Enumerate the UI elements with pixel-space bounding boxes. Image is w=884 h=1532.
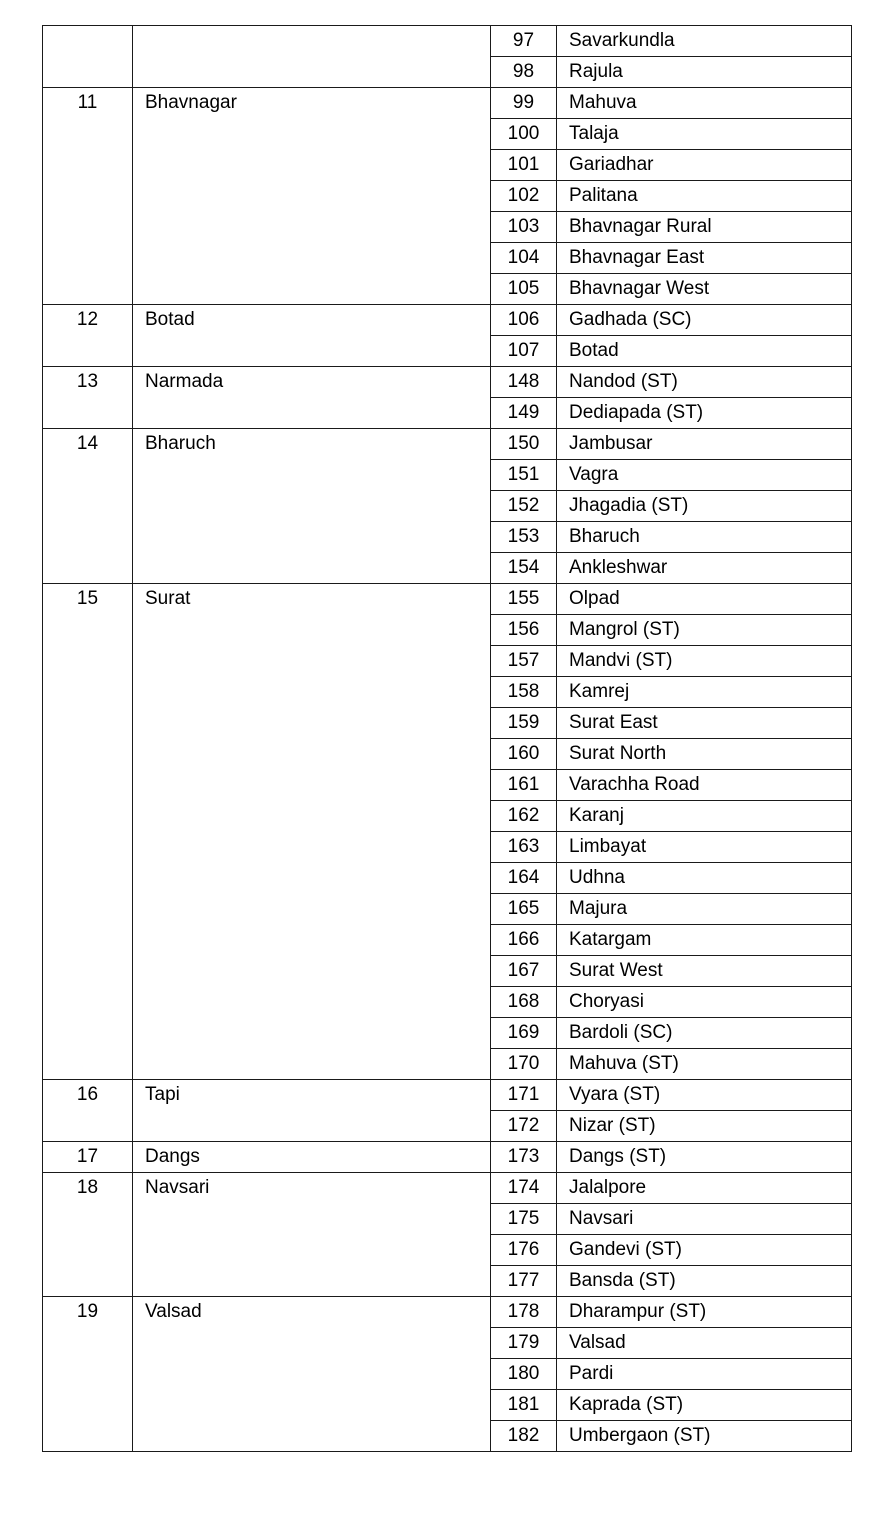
- constituency-name: Limbayat: [557, 832, 852, 863]
- constituency-name: Jhagadia (ST): [557, 491, 852, 522]
- district-name: Valsad: [133, 1297, 491, 1452]
- constituency-name: Palitana: [557, 181, 852, 212]
- constituency-name: Vyara (ST): [557, 1080, 852, 1111]
- constituency-number: 180: [491, 1359, 557, 1390]
- constituency-name: Botad: [557, 336, 852, 367]
- constituency-name: Bhavnagar Rural: [557, 212, 852, 243]
- constituency-number: 162: [491, 801, 557, 832]
- constituency-number: 158: [491, 677, 557, 708]
- constituency-name: Dharampur (ST): [557, 1297, 852, 1328]
- table-row: [43, 584, 852, 615]
- constituency-number: 97: [491, 26, 557, 57]
- constituency-name: Varachha Road: [557, 770, 852, 801]
- constituency-number: 98: [491, 57, 557, 88]
- constituency-name: Surat West: [557, 956, 852, 987]
- constituency-name: Dangs (ST): [557, 1142, 852, 1173]
- table-row: [43, 1173, 852, 1204]
- district-name: Bharuch: [133, 429, 491, 584]
- constituency-number: 107: [491, 336, 557, 367]
- constituency-number: 102: [491, 181, 557, 212]
- district-name: Tapi: [133, 1080, 491, 1142]
- constituency-name: Mahuva: [557, 88, 852, 119]
- constituency-number: 103: [491, 212, 557, 243]
- constituency-number: 153: [491, 522, 557, 553]
- constituency-name: Choryasi: [557, 987, 852, 1018]
- constituency-number: 100: [491, 119, 557, 150]
- constituency-name: Savarkundla: [557, 26, 852, 57]
- constituency-number: 169: [491, 1018, 557, 1049]
- table-body: [43, 26, 852, 1452]
- table-row: [43, 429, 852, 460]
- constituency-name: Udhna: [557, 863, 852, 894]
- constituency-name: Gariadhar: [557, 150, 852, 181]
- district-number: 15: [43, 584, 133, 1080]
- constituency-number: 101: [491, 150, 557, 181]
- constituency-name: Gadhada (SC): [557, 305, 852, 336]
- constituency-number: 172: [491, 1111, 557, 1142]
- constituency-number: 161: [491, 770, 557, 801]
- constituency-name: Mandvi (ST): [557, 646, 852, 677]
- constituency-number: 148: [491, 367, 557, 398]
- constituency-name: Bhavnagar West: [557, 274, 852, 305]
- constituency-number: 152: [491, 491, 557, 522]
- constituency-name: Rajula: [557, 57, 852, 88]
- constituency-number: 182: [491, 1421, 557, 1452]
- constituency-number: 149: [491, 398, 557, 429]
- constituency-number: 174: [491, 1173, 557, 1204]
- constituency-name: Bharuch: [557, 522, 852, 553]
- table-row: [43, 1080, 852, 1111]
- constituency-number: 176: [491, 1235, 557, 1266]
- table-row: [43, 88, 852, 119]
- table-row: [43, 305, 852, 336]
- constituency-name: Katargam: [557, 925, 852, 956]
- constituency-name: Vagra: [557, 460, 852, 491]
- constituency-name: Mangrol (ST): [557, 615, 852, 646]
- constituency-name: Gandevi (ST): [557, 1235, 852, 1266]
- constituency-name: Nizar (ST): [557, 1111, 852, 1142]
- constituency-number: 154: [491, 553, 557, 584]
- constituency-name: Bhavnagar East: [557, 243, 852, 274]
- table-row: [43, 26, 852, 57]
- district-number: 12: [43, 305, 133, 367]
- constituency-number: 168: [491, 987, 557, 1018]
- district-number: [43, 26, 133, 88]
- constituency-number: 181: [491, 1390, 557, 1421]
- district-name: Surat: [133, 584, 491, 1080]
- constituency-number: 177: [491, 1266, 557, 1297]
- constituency-name: Umbergaon (ST): [557, 1421, 852, 1452]
- constituency-number: 170: [491, 1049, 557, 1080]
- constituency-number: 179: [491, 1328, 557, 1359]
- table-row: [43, 1142, 852, 1173]
- constituency-number: 160: [491, 739, 557, 770]
- constituency-number: 173: [491, 1142, 557, 1173]
- district-number: 17: [43, 1142, 133, 1173]
- district-number: 18: [43, 1173, 133, 1297]
- constituency-number: 106: [491, 305, 557, 336]
- constituency-name: Bansda (ST): [557, 1266, 852, 1297]
- constituency-table: [42, 25, 852, 1452]
- constituency-name: Surat North: [557, 739, 852, 770]
- constituency-number: 175: [491, 1204, 557, 1235]
- constituency-number: 166: [491, 925, 557, 956]
- constituency-number: 156: [491, 615, 557, 646]
- constituency-name: Dediapada (ST): [557, 398, 852, 429]
- district-number: 14: [43, 429, 133, 584]
- constituency-number: 164: [491, 863, 557, 894]
- constituency-name: Ankleshwar: [557, 553, 852, 584]
- district-name: Narmada: [133, 367, 491, 429]
- constituency-number: 171: [491, 1080, 557, 1111]
- constituency-name: Jambusar: [557, 429, 852, 460]
- constituency-number: 178: [491, 1297, 557, 1328]
- district-number: 11: [43, 88, 133, 305]
- constituency-name: Karanj: [557, 801, 852, 832]
- constituency-number: 105: [491, 274, 557, 305]
- constituency-number: 157: [491, 646, 557, 677]
- constituency-number: 104: [491, 243, 557, 274]
- district-name: Bhavnagar: [133, 88, 491, 305]
- constituency-name: Mahuva (ST): [557, 1049, 852, 1080]
- constituency-name: Kamrej: [557, 677, 852, 708]
- constituency-name: Nandod (ST): [557, 367, 852, 398]
- district-number: 13: [43, 367, 133, 429]
- constituency-number: 99: [491, 88, 557, 119]
- district-name: Dangs: [133, 1142, 491, 1173]
- constituency-name: Pardi: [557, 1359, 852, 1390]
- constituency-name: Surat East: [557, 708, 852, 739]
- constituency-name: Bardoli (SC): [557, 1018, 852, 1049]
- constituency-number: 151: [491, 460, 557, 491]
- district-name: Botad: [133, 305, 491, 367]
- district-name: [133, 26, 491, 88]
- constituency-number: 165: [491, 894, 557, 925]
- district-name: Navsari: [133, 1173, 491, 1297]
- constituency-name: Jalalpore: [557, 1173, 852, 1204]
- district-number: 19: [43, 1297, 133, 1452]
- constituency-number: 155: [491, 584, 557, 615]
- constituency-number: 159: [491, 708, 557, 739]
- constituency-name: Valsad: [557, 1328, 852, 1359]
- constituency-name: Kaprada (ST): [557, 1390, 852, 1421]
- constituency-number: 167: [491, 956, 557, 987]
- district-number: 16: [43, 1080, 133, 1142]
- constituency-name: Talaja: [557, 119, 852, 150]
- constituency-number: 163: [491, 832, 557, 863]
- constituency-name: Olpad: [557, 584, 852, 615]
- constituency-name: Navsari: [557, 1204, 852, 1235]
- table-row: [43, 367, 852, 398]
- constituency-name: Majura: [557, 894, 852, 925]
- table-row: [43, 1297, 852, 1328]
- constituency-number: 150: [491, 429, 557, 460]
